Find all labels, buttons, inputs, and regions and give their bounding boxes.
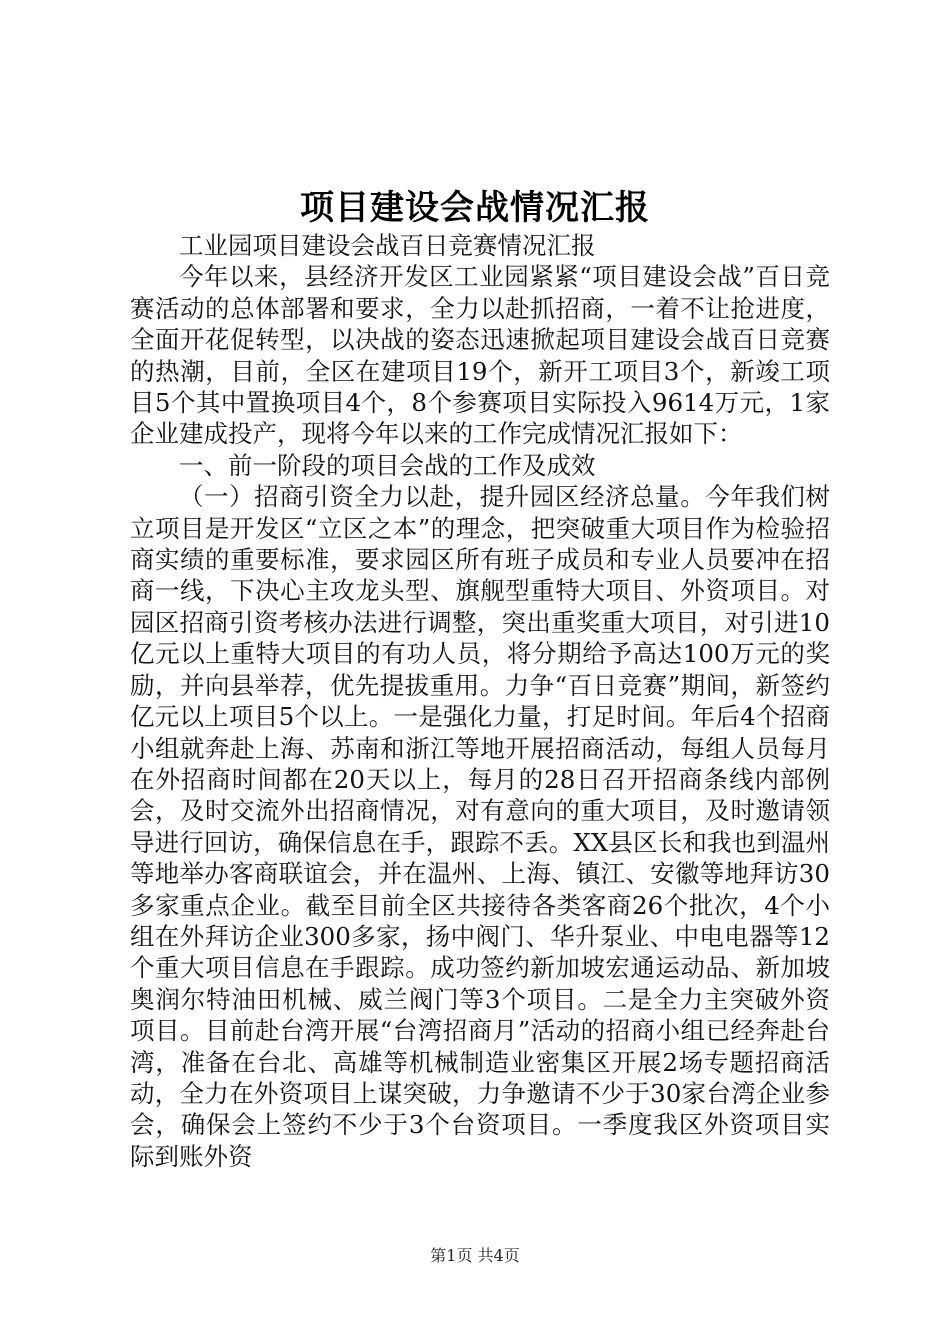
document-body bbox=[130, 230, 830, 1172]
page-footer: 第1页 共4页 bbox=[430, 1246, 520, 1265]
subtitle-paragraph: 工业园项目建设会战百日竞赛情况汇报 bbox=[179, 231, 596, 260]
document-title: 项目建设会战情况汇报 bbox=[300, 188, 650, 228]
section-heading: 一、前一阶段的项目会战的工作及成效 bbox=[179, 450, 596, 480]
intro-paragraph: 今年以来，县经济开发区工业园紧紧“项目建设会战”百日竞赛活动的总体部署和要求，全力以赴抓招商，一着不让抢进度，全面开花促转型，以决战的姿态迅速掀起项目建设会战百日竞赛的热潮，目前，全区在建项目19个，新开工项目3个，新竣工项目5个其中置换项目4个，8个参赛项目实际投入9614万元，1家企业建成投产，现将今年以来的工作完成情况汇报如下： bbox=[130, 262, 830, 449]
body-paragraph: （一）招商引资全力以赴，提升园区经济总量。今年我们树立项目是开发区“立区之本”的理念，把突破重大项目作为检验招商实绩的重要标准，要求园区所有班子成员和专业人员要冲在招商一线，下决心主攻龙头型、旗舰型重特大项目、外资项目。对园区招商引资考核办法进行调整，突出重奖重大项目，对引进10亿元以上重特大项目的有功人员，将分期给予高达100万元的奖励，并向县举荐，优先提拔重用。力争“百日竞赛”期间，新签约亿元以上项目5个以上。一是强化力量，打足时间。年后4个招商小组就奔赴上海、苏南和浙江等地开展招商活动，每组人员每月在外招商时间都在20天以上，每月的28日召开招商条线内部例会，及时交流外出招商情况，对有意向的重大项目，及时邀请领导进行回访，确保信息在手，跟踪不丢。XX县区长和我也到温州等地举办客商联谊会，并在温州、上海、镇江、安徽等地拜访30多家重点企业。截至目前全区共接待各类客商26个批次，4个小组在外拜访企业300多家，扬中阀门、华升泵业、中电电器等12个重大项目信息在手跟踪。成功签约新加坡宏通运动品、新加坡奥润尔特油田机械、威兰阀门等3个项目。二是全力主突破外资项目。目前赴台湾开展“台湾招商月”活动的招商小组已经奔赴台湾，准备在台北、高雄等机械制造业密集区开展2场专题招商活动，全力在外资项目上谋突破，力争邀请不少于30家台湾企业参会，确保会上签约不少于3个台资项目。一季度我区外资项目实际到账外资 bbox=[130, 482, 830, 1171]
